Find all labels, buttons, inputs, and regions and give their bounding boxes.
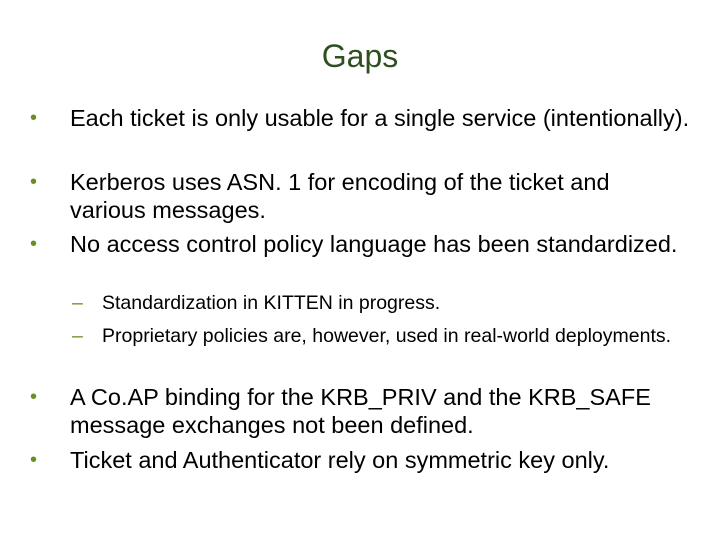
bullet-marker: • <box>30 171 38 193</box>
bullet-item <box>30 446 690 474</box>
sub-bullet-item <box>72 291 682 316</box>
bullet-text: Each ticket is only usable for a single service (intentionally). <box>70 105 690 131</box>
sub-bullet-marker: – <box>72 292 83 314</box>
bullet-text: No access control policy language has been standardized. <box>70 231 678 257</box>
bullet-item <box>30 104 690 132</box>
bullet-item <box>30 230 690 258</box>
sub-bullet-marker: – <box>72 325 83 347</box>
bullet-item <box>30 168 690 224</box>
sub-bullet-item <box>72 324 682 349</box>
bullet-marker: • <box>30 386 38 408</box>
bullet-item <box>30 383 690 439</box>
sub-bullet-text: Proprietary policies are, however, used in real-world deployments. <box>102 325 672 347</box>
bullet-marker: • <box>30 449 38 471</box>
slide-title: Gaps <box>321 38 399 74</box>
sub-bullet-text: Standardization in KITTEN in progress. <box>102 292 441 314</box>
bullet-marker: • <box>30 233 38 255</box>
bullet-text: Kerberos uses ASN. 1 for encoding of the ticket and various messages. <box>70 169 610 223</box>
bullet-text: Ticket and Authenticator rely on symmetric key only. <box>70 447 610 473</box>
bullet-text: A Co.AP binding for the KRB_PRIV and the KRB_SAFE message exchanges not been defined. <box>70 384 651 438</box>
bullet-marker: • <box>30 107 38 129</box>
